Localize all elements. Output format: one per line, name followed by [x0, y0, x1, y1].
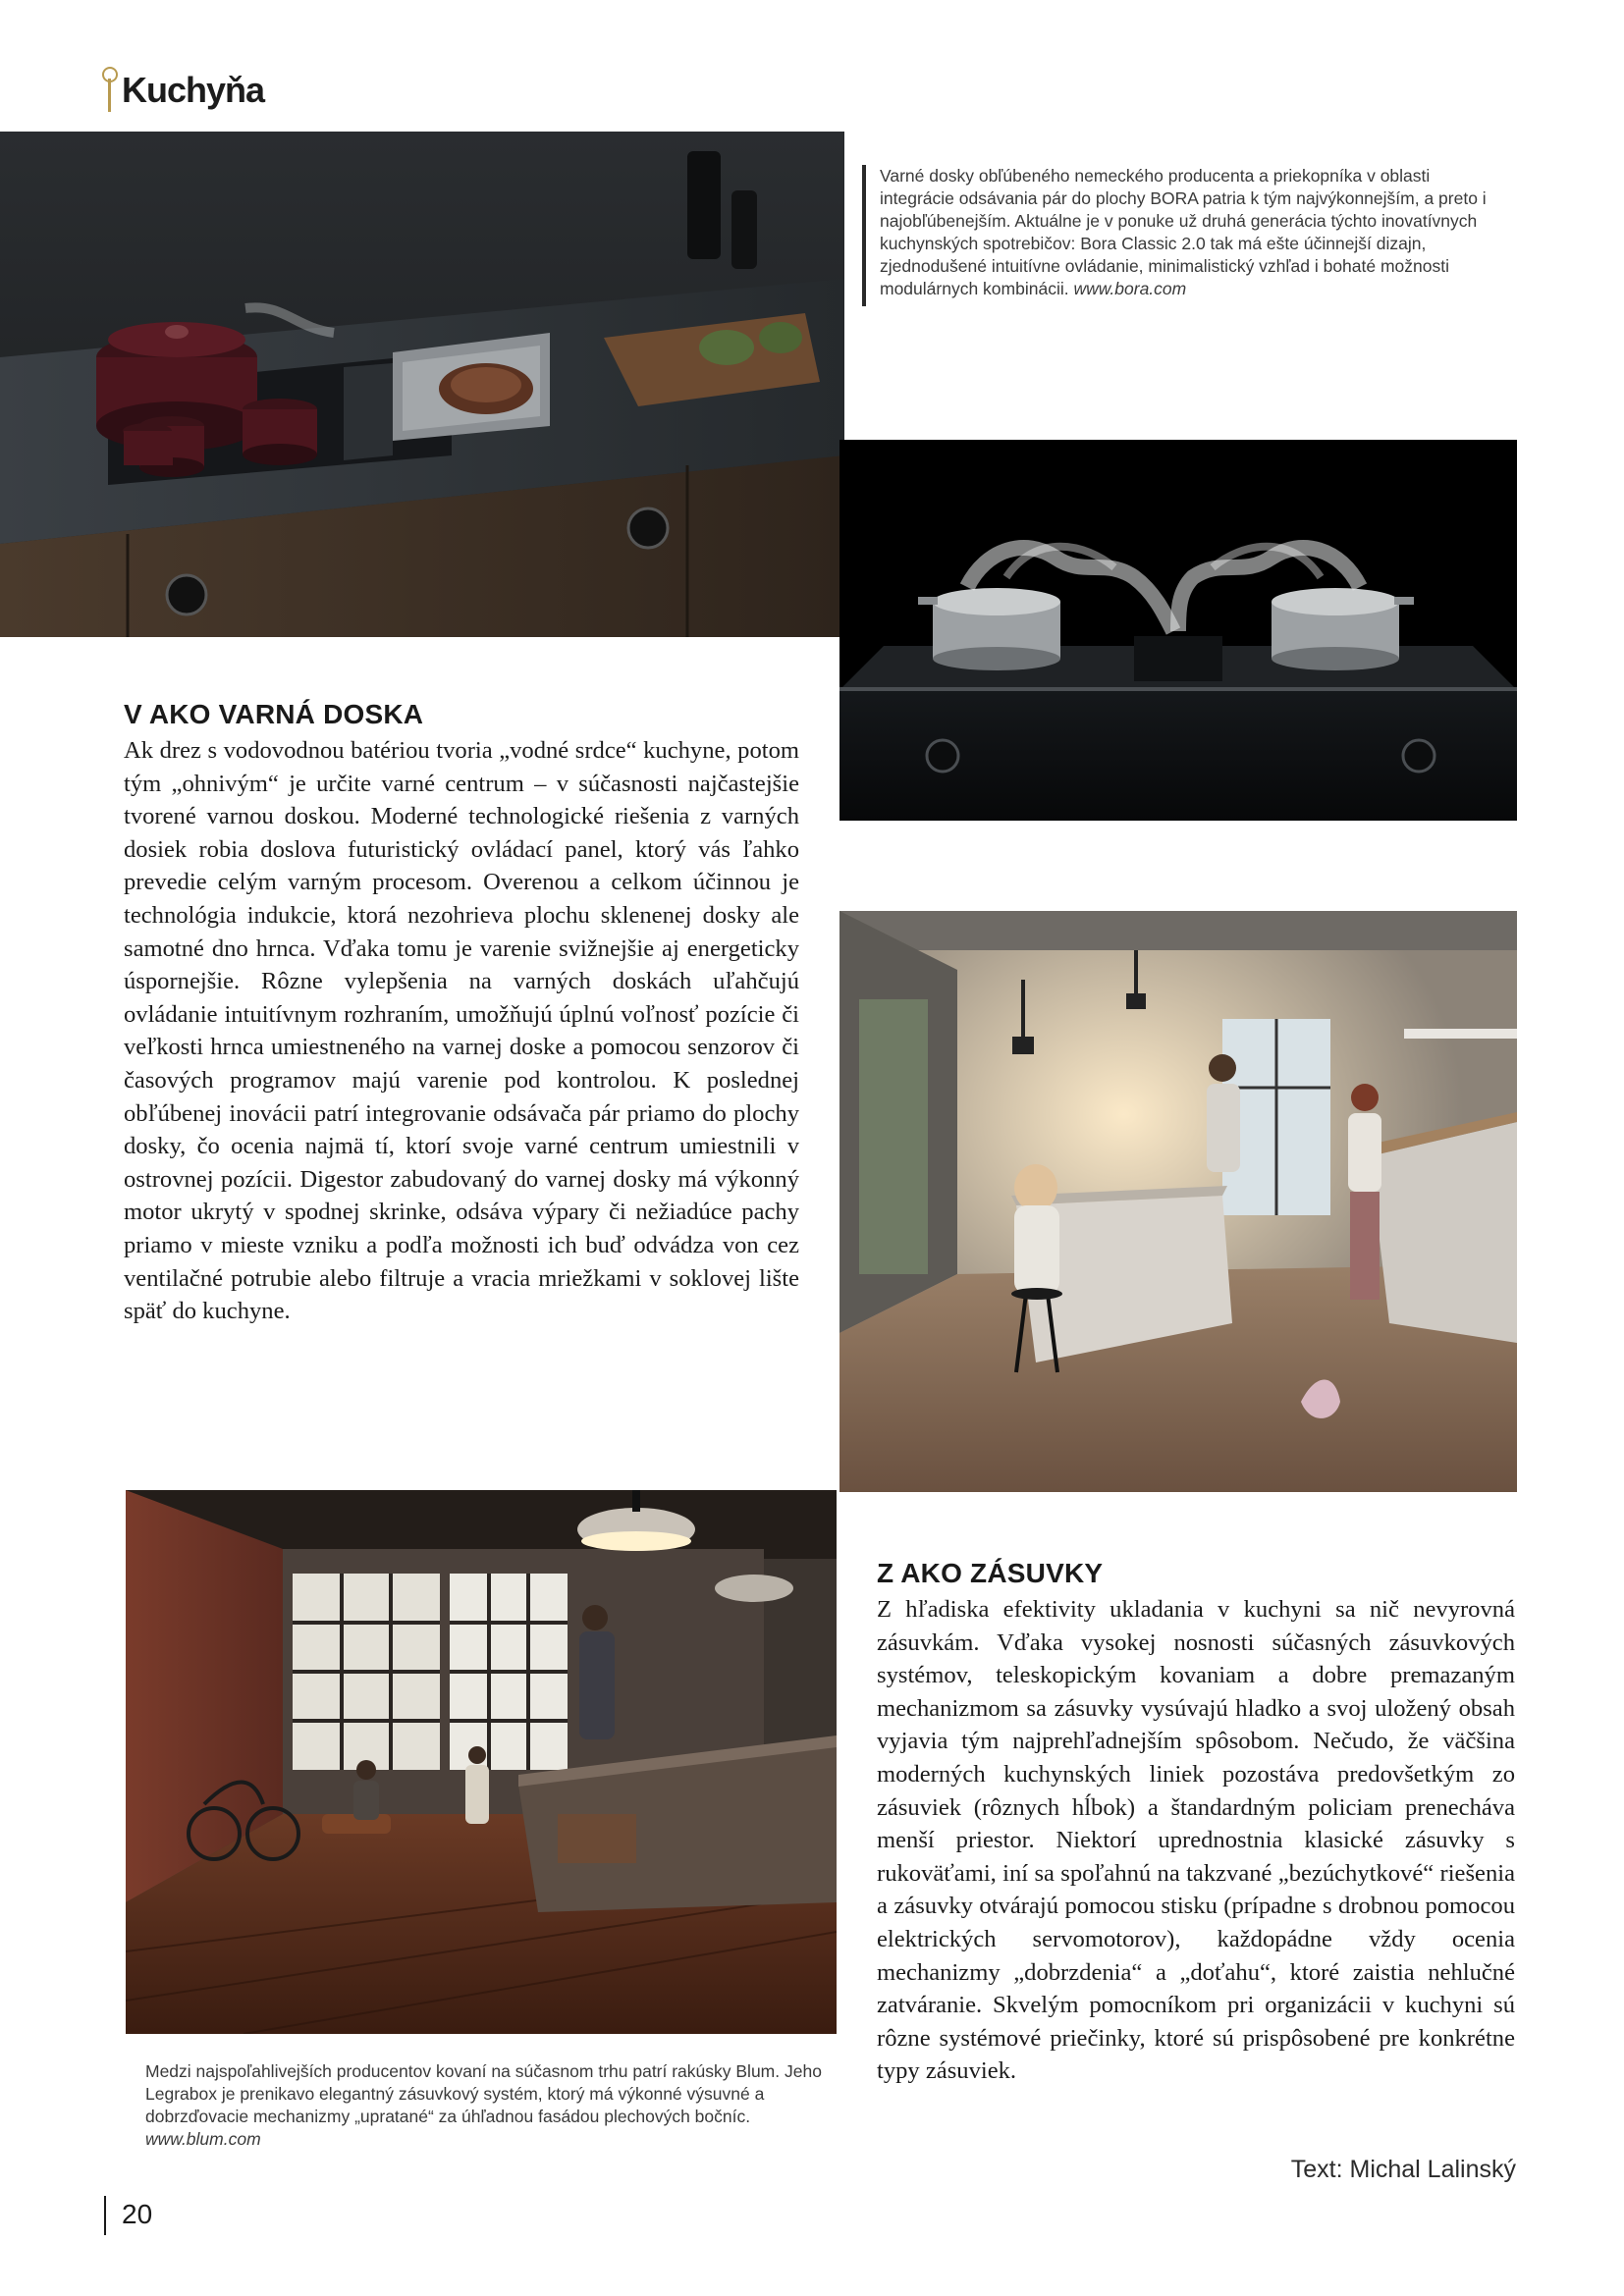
photo-loft-kitchen: [126, 1490, 837, 2034]
caption-bora: [880, 165, 1508, 300]
caption-blum: [145, 2060, 823, 2151]
section-logo: [102, 57, 264, 112]
author-credit: Text: Michal Lalinský: [1290, 2156, 1516, 2183]
logo-emblem-icon: [102, 65, 120, 112]
body-varna-doska: Ak drez s vodovodnou batériou tvoria „vodné srdce“ kuchyne, potom tým „ohnivým“ je určite varné centrum – v súčasnosti najčastejšie tvorené varnou doskou. Moderné technologické riešenia z varných dosiek robia doslova futuristický ovládací panel, ktorý vás ľahko prevedie celým varným procesom. Overenou a celkom účinnou je technológia indukcie, ktorá nezohrieva plochu sklenenej dosky ale samotné dno hrnca. Vďaka tomu je varenie svižnejšie aj energeticky úspornejšie. Rôzne vylepšenia na varných doskách uľahčujú ovládanie intuitívnym rozhraním, umožňujú úplnú voľnosť pozície či veľkosti hrnca umiestneného na varnej doske a pomocou senzorov či časových programov majú varenie pod kontrolou. K poslednej obľúbenej inovácii patrí integrovanie odsávača pár priamo do plochy dosky, čo ocenia najmä tí, ktorí svoje varné centrum umiestnili v ostrovnej pozícii. Digestor zabudovaný do varnej dosky má výkonný motor ukrytý v spodnej skrinke, odsáva výpary či nežiadúce pachy priamo v mieste vzniku a podľa možnosti ich buď odvádza von cez ventilačné potrubie alebo filtruje a vracia mriežkami v soklovej lište späť do kuchyne.: [124, 737, 799, 1325]
page-number-rule: [104, 2196, 106, 2235]
caption-blum-text: Medzi najspoľahlivejších producentov kovaní na súčasnom trhu patrí rakúsky Blum. Jeho Legrabox je prenikavo elegantný zásuvkový systém, ktorý má výkonné výsuvné a dobrzďovacie mechanizmy „upratané“ za úhľadnou fasádou plechových bočníc.: [145, 2061, 822, 2126]
caption-rule: [862, 165, 866, 306]
caption-blum-link[interactable]: www.blum.com: [145, 2129, 261, 2149]
caption-bora-text: Varné dosky obľúbeného nemeckého producenta a priekopníka v oblasti integrácie odsávania pár do plochy BORA patria k tým najvýkonnejším, a preto i najobľúbenejším. Aktuálne je v ponuke už druhá generácia týchto inovatívnych kuchynských spotrebičov: Bora Classic 2.0 tak má ešte účinnejší dizajn, zjednodušené intuitívne ovládanie, minimalistický vzhľad i bohaté možnosti modulárnych kombinácii.: [880, 166, 1487, 298]
photo-kitchen-family: [839, 911, 1517, 1492]
photo-bora-cooktop-pots: [0, 132, 844, 637]
section-title: Kuchyňa: [122, 70, 265, 110]
heading-varna-doska: V AKO VARNÁ DOSKA: [124, 699, 424, 729]
caption-bora-link[interactable]: www.bora.com: [1073, 279, 1187, 298]
page-number: 20: [122, 2199, 153, 2229]
body-zasuvky: Z hľadiska efektivity ukladania v kuchyni sa nič nevyrovná zásuvkám. Vďaka vysokej nosnosti súčasných zásuvkových systémov, teleskopickým kovaniam a dobre premazaným mechanizmom sa zásuvky vysúvajú hladko a svoj uložený obsah vyjavia tým najprehľadnejším spôsobom. Nečudo, že väčšina moderných kuchynských liniek pozostáva predovšetkým zo zásuviek (rôznych hĺbok) a štandardným policiam prenecháva menší priestor. Niektorí uprednostnia klasické zásuvky s rukoväťami, iní sa spoľahnú na takzvané „bezúchytkové“ riešenia a zásuvky otvárajú pomocou stisku (prípadne s drobnou pomocou elektrických servomotorov), každopádne vždy ocenia mechanizmy „dobrzdenia“ a „doťahu“, ktoré zaistia nehlučné zatváranie. Skvelým pomocníkom pri organizácii v kuchyni sú rôzne systémové priečinky, ktoré sú prispôsobené pre konkrétne typy zásuviek.: [877, 1596, 1515, 2085]
photo-bora-cooktop-steam: [839, 440, 1517, 821]
heading-zasuvky: Z AKO ZÁSUVKY: [877, 1558, 1104, 1588]
